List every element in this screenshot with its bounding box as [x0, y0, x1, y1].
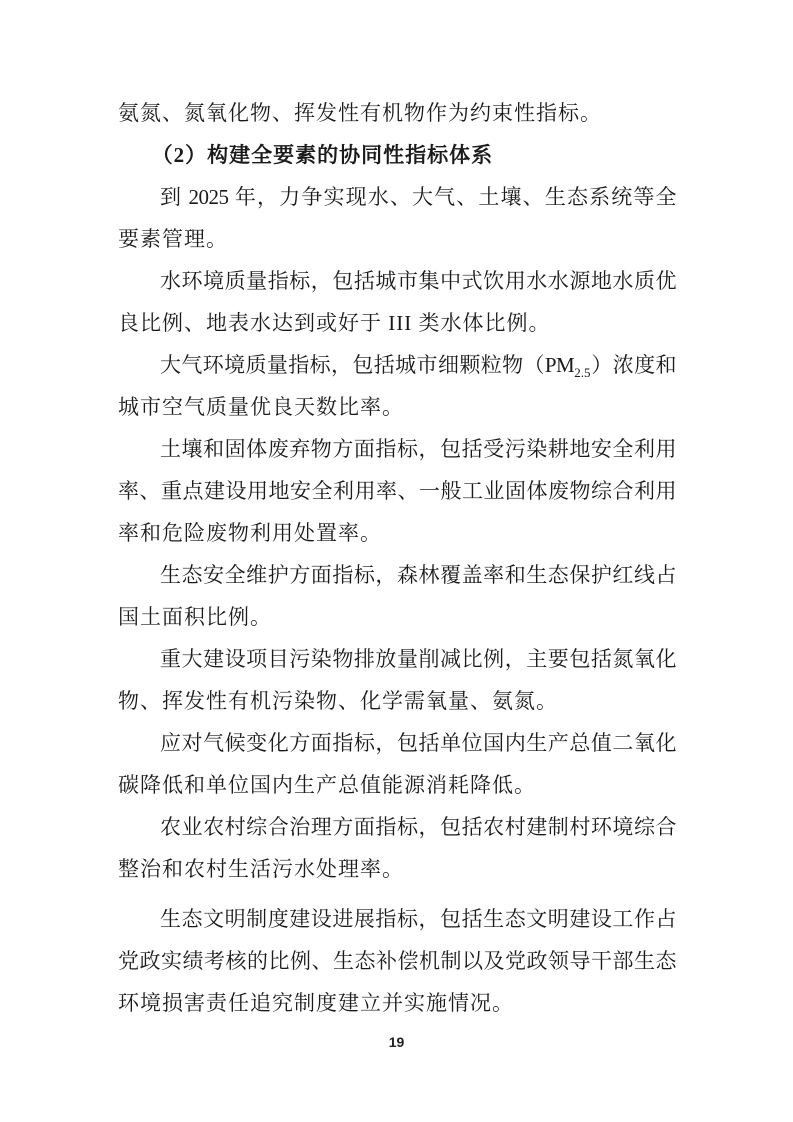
text-line: 土壤和固体废弃物方面指标，包括受污染耕地安全利用: [160, 437, 676, 461]
text-line: 生态文明制度建设进展指标，包括生态文明建设工作占: [160, 907, 676, 931]
text-line: 整治和农村生活污水处理率。: [118, 857, 404, 881]
text-line: 环境损害责任追究制度建立并实施情况。: [118, 991, 514, 1015]
document-body: [118, 92, 676, 1024]
text-line: 物、挥发性有机污染物、化学需氧量、氨氮。: [118, 689, 558, 713]
text-line: 大气环境质量指标，包括城市细颗粒物$(PM_{2.5})$浓度和: [160, 353, 676, 381]
page-number: 19: [388, 1034, 405, 1050]
text-line: 水环境质量指标，包括城市集中式饮用水水源地水质优: [160, 269, 676, 293]
text-line: 到 2025 年，力争实现水、大气、土壤、生态系统等全: [160, 185, 676, 209]
subscript-text: 2.5: [574, 365, 591, 381]
text-line: 率、重点建设用地安全利用率、一般工业固体废物综合利用: [118, 479, 676, 503]
text-line: 良比例、地表水达到或好于 III 类水体比例。: [118, 311, 551, 335]
text-line: 率和危险废物利用处置率。: [118, 521, 382, 545]
text-line: 应对气候变化方面指标，包括单位国内生产总值二氧化: [160, 731, 676, 755]
text-line: 要素管理。: [118, 227, 228, 251]
text-line: 城市空气质量优良天数比率。: [118, 395, 404, 419]
text-line: 氨氮、氮氧化物、挥发性有机物作为约束性指标。: [118, 101, 602, 125]
text-line: 农业农村综合治理方面指标，包括农村建制村环境综合: [160, 815, 676, 839]
text-line: 碳降低和单位国内生产总值能源消耗降低。: [118, 773, 536, 797]
section-heading: （2）构建全要素的协同性指标体系: [151, 143, 494, 167]
text-line: 国土面积比例。: [118, 605, 272, 629]
text-line: 党政实绩考核的比例、生态补偿机制以及党政领导干部生态: [118, 949, 676, 973]
text-line: 生态安全维护方面指标，森林覆盖率和生态保护红线占: [160, 563, 676, 587]
text-line: 重大建设项目污染物排放量削减比例，主要包括氮氧化: [160, 647, 676, 671]
